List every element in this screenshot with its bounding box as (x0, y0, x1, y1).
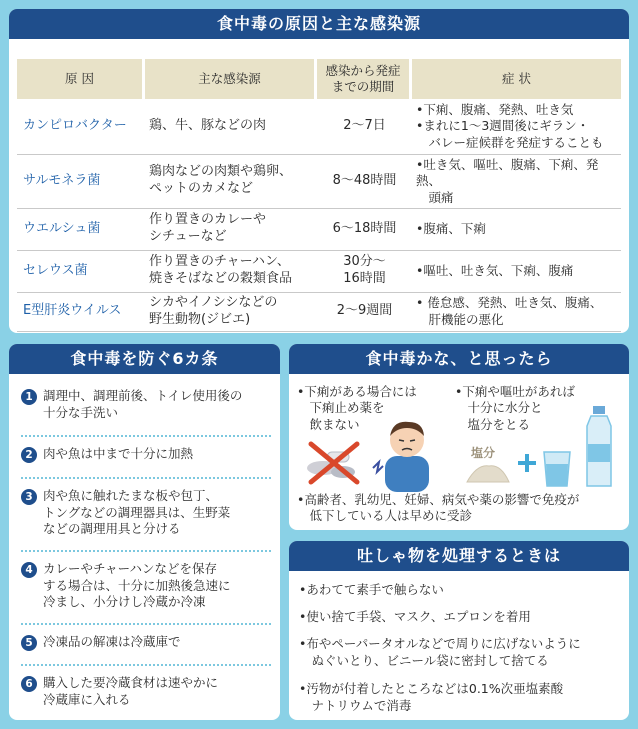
rule-text-line: などの調理用具と分ける (43, 521, 181, 536)
vomit-step-line: •使い捨て手袋、マスク、エプロンを着用 (299, 609, 531, 624)
dotted-divider (21, 550, 271, 552)
prevention-rules-title: 食中毒を防ぐ6カ条 (9, 344, 280, 374)
header-symptoms: 症 状 (412, 59, 621, 99)
cell-symptoms (412, 251, 621, 293)
water-bottle-icon (579, 404, 619, 490)
cell-period-line: 6〜18時間 (332, 220, 397, 236)
cell-period (317, 99, 412, 155)
rule-text-line: 冷まし、小分けし冷蔵か冷凍 (43, 594, 206, 609)
suspect-title: 食中毒かな、と思ったら (289, 344, 629, 374)
vomit-step-item (299, 609, 621, 626)
causes-table (17, 59, 621, 332)
cell-period-line: 2〜9週間 (336, 303, 393, 319)
cell-source-line: シチューなど (149, 229, 227, 245)
cell-symptoms-line: 肝機能の悪化 (416, 311, 504, 327)
vomit-step-line: •布やペーパータオルなどで周りに広げないように (299, 636, 581, 651)
suspect-card (289, 344, 629, 530)
rule-text-line: 十分な手洗い (43, 404, 119, 420)
cell-cause: E型肝炎ウイルス (17, 293, 145, 332)
rule-item (21, 675, 273, 708)
dotted-divider (21, 435, 271, 437)
salt-label: 塩分 (471, 446, 496, 460)
vomit-step-line: •汚物が付着したところなどは0.1%次亜塩素酸 (299, 681, 564, 696)
note-line: 飲まない (297, 416, 360, 432)
table-row (17, 209, 621, 251)
cell-source-line: 野生動物(ジビエ) (149, 311, 251, 327)
cell-source-line: シカやイノシシなどの (149, 294, 278, 310)
cell-symptoms (412, 293, 621, 332)
cell-period (317, 209, 412, 251)
dotted-divider (21, 664, 271, 666)
rule-number-badge: 6 (21, 676, 37, 692)
cell-symptoms-line: •吐き気、嘔吐、腹痛、下痢、発熱、 (416, 157, 599, 189)
cell-period-line: 30分〜 (343, 254, 386, 270)
salt-pile-icon (465, 460, 511, 484)
cell-period (317, 251, 412, 293)
table-header-row (17, 59, 621, 99)
cell-symptoms-line: •下痢、腹痛、発熱、吐き気 (416, 102, 574, 118)
cell-cause: サルモネラ菌 (17, 155, 145, 209)
note-line: •下痢や嘔吐があれば (455, 384, 575, 399)
causes-table-card (9, 9, 629, 333)
rule-number-badge: 2 (21, 447, 37, 463)
table-row (17, 293, 621, 332)
header-incubation-line1: 感染から発症 (325, 63, 401, 79)
eye-icon (399, 440, 404, 441)
cell-source (145, 209, 317, 251)
vomit-handling-title: 吐しゃ物を処理するときは (289, 541, 629, 571)
cell-source-line: 焼きそばなどの穀類食品 (149, 271, 293, 287)
vomit-step-line: ナトリウムで消毒 (299, 697, 412, 713)
dotted-divider (21, 477, 271, 479)
no-medicine-illustration (301, 438, 367, 486)
cell-period (317, 293, 412, 332)
water-glass-icon (541, 448, 573, 488)
cell-source (145, 251, 317, 293)
plus-icon (516, 452, 538, 474)
note-line: 低下している人は早めに受診 (297, 508, 473, 524)
cell-symptoms-line: •嘔吐、吐き気、下痢、腹痛 (416, 263, 574, 279)
vomit-handling-card (289, 541, 629, 720)
note-line: •高齢者、乳幼児、妊婦、病気や薬の影響で免疫が (297, 492, 580, 507)
cell-source-line: ペットのカメなど (149, 181, 254, 197)
cell-symptoms-line: • 倦怠感、発熱、吐き気、腹痛、 (416, 295, 603, 311)
rule-item (21, 634, 273, 651)
cell-source (145, 155, 317, 209)
table-row (17, 99, 621, 155)
rule-text-line: カレーやチャーハンなどを保存 (43, 561, 218, 576)
cell-cause: セレウス菌 (17, 251, 145, 293)
rule-text-line: 調理中、調理前後、トイレ使用後の (43, 388, 243, 403)
causes-table-title: 食中毒の原因と主な感染源 (9, 9, 629, 39)
body-icon (385, 456, 429, 492)
cell-source (145, 293, 317, 332)
rule-item (21, 446, 273, 463)
rule-number-badge: 3 (21, 489, 37, 505)
dotted-divider (21, 623, 271, 625)
vomit-step-line: ぬぐいとり、ビニール袋に密封して捨てる (299, 652, 549, 668)
rule-text-line: 冷凍品の解凍は冷蔵庫で (43, 634, 181, 649)
see-doctor-note (297, 492, 625, 525)
cell-cause: カンピロバクター (17, 99, 145, 155)
cell-symptoms (412, 99, 621, 155)
rule-text-line: 肉や魚は中まで十分に加熱 (43, 446, 194, 461)
prevention-rules-card (9, 344, 280, 720)
note-line: •下痢がある場合には (297, 384, 417, 399)
cell-period (317, 155, 412, 209)
vomit-step-line: •あわてて素手で触らない (299, 582, 444, 597)
vomit-step-item (299, 681, 621, 714)
cell-symptoms (412, 155, 621, 209)
cell-period-line: 2〜7日 (343, 118, 386, 134)
table-row (17, 251, 621, 293)
cell-source-line: 作り置きのカレーや (149, 212, 267, 228)
header-cause: 原 因 (17, 59, 145, 99)
cell-symptoms-line: 頭痛 (416, 189, 454, 205)
eye-icon (410, 440, 415, 441)
rule-number-badge: 4 (21, 562, 37, 578)
sick-person-illustration (371, 410, 441, 492)
rule-number-badge: 1 (21, 389, 37, 405)
rule-text-line: 肉や魚に触れたまな板や包丁、 (43, 488, 219, 503)
cell-source-line: 鶏肉などの肉類や鶏卵、 (149, 164, 293, 180)
cell-source (145, 99, 317, 155)
cell-period-line: 16時間 (343, 271, 386, 287)
rule-item (21, 388, 273, 421)
rule-number-badge: 5 (21, 635, 37, 651)
note-line: 塩分をとる (455, 416, 531, 432)
rule-item (21, 561, 273, 611)
cell-source-line: 作り置きのチャーハン、 (149, 254, 290, 270)
cell-symptoms (412, 209, 621, 251)
cell-period-line: 8〜48時間 (332, 172, 397, 188)
pain-icon (373, 462, 383, 472)
rule-text-line: トングなどの調理器具は、生野菜 (43, 504, 231, 520)
vomit-step-item (299, 582, 621, 599)
cell-symptoms-line: •腹痛、下痢 (416, 221, 486, 237)
cell-symptoms-line: •まれに1〜3週間後にギラン・ (416, 118, 590, 134)
rule-text-line: 冷蔵庫に入れる (43, 691, 131, 707)
note-line: 下痢止め薬を (297, 400, 385, 416)
cell-cause: ウエルシュ菌 (17, 209, 145, 251)
cell-source-line: 鶏、牛、豚などの肉 (149, 118, 267, 134)
rule-text-line: 購入した要冷蔵食材は速やかに (43, 675, 219, 690)
note-line: 十分に水分と (455, 400, 543, 416)
header-incubation (317, 59, 412, 99)
cell-symptoms-line: バレー症候群を発症することも (416, 134, 604, 150)
vomit-step-item (299, 636, 621, 669)
header-incubation-line2: までの期間 (331, 79, 395, 94)
table-row (17, 155, 621, 209)
rule-text-line: する場合は、十分に加熱後急速に (43, 577, 231, 593)
header-source: 主な感染源 (145, 59, 317, 99)
rule-item (21, 488, 273, 538)
